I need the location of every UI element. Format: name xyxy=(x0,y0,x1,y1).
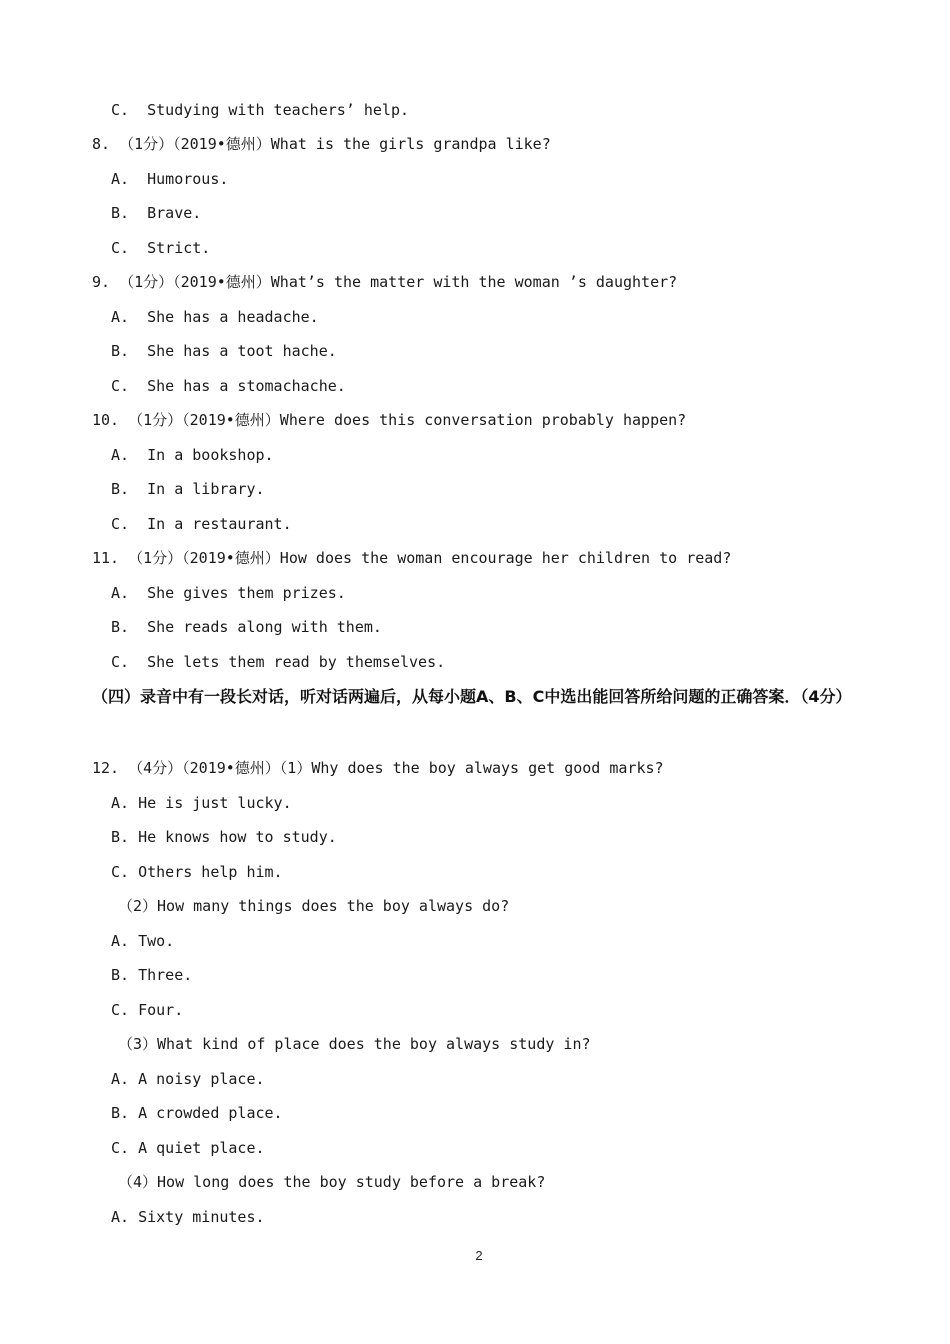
option-line: A. She gives them prizes. xyxy=(111,584,346,602)
question-line: 10. （1分）（2019•德州）Where does this conversation probably happen? xyxy=(92,411,687,429)
option-line: C. She has a stomachache. xyxy=(111,377,346,395)
option-line: C. Strict. xyxy=(111,239,211,257)
page-number: 2 xyxy=(475,1248,483,1263)
question-line: 12. （4分）（2019•德州）（1）Why does the boy always get good marks? xyxy=(92,759,664,777)
option-line: B. She reads along with them. xyxy=(111,618,382,636)
option-line: B. Brave. xyxy=(111,204,202,222)
option-line: A. She has a headache. xyxy=(111,308,319,326)
option-line: A. In a bookshop. xyxy=(111,446,274,464)
option-line: A. A noisy place. xyxy=(111,1070,265,1088)
option-line: C. She lets them read by themselves. xyxy=(111,653,446,671)
option-line: C. A quiet place. xyxy=(111,1139,265,1157)
option-line: A. He is just lucky. xyxy=(111,794,292,812)
question-line: 9. （1分）（2019•德州）What’s the matter with the woman ’s daughter? xyxy=(92,273,678,291)
option-line: C. In a restaurant. xyxy=(111,515,292,533)
option-line: C. Others help him. xyxy=(111,863,283,881)
question-line: 8. （1分）（2019•德州）What is the girls grandpa like? xyxy=(92,135,551,153)
option-line: A. Humorous. xyxy=(111,170,229,188)
question-line: 11. （1分）（2019•德州）How does the woman encourage her children to read? xyxy=(92,549,732,567)
option-line: A. Two. xyxy=(111,932,175,950)
sub-question-line: （2）How many things does the boy always do? xyxy=(118,897,510,915)
section-heading: （四）录音中有一段长对话，听对话两遍后，从每小题A、B、C中选出能回答所给问题的正确答案．（4分） xyxy=(92,687,852,706)
option-line: B. In a library. xyxy=(111,480,265,498)
option-line: C. Studying with teachers’ help. xyxy=(111,101,410,119)
sub-question-line: （4）How long does the boy study before a break? xyxy=(118,1173,546,1191)
option-line: B. She has a toot hache. xyxy=(111,342,337,360)
option-line: C. Four. xyxy=(111,1001,184,1019)
option-line: B. Three. xyxy=(111,966,193,984)
option-line: A. Sixty minutes. xyxy=(111,1208,265,1226)
option-line: B. A crowded place. xyxy=(111,1104,283,1122)
option-line: B. He knows how to study. xyxy=(111,828,337,846)
sub-question-line: （3）What kind of place does the boy always study in? xyxy=(118,1035,591,1053)
